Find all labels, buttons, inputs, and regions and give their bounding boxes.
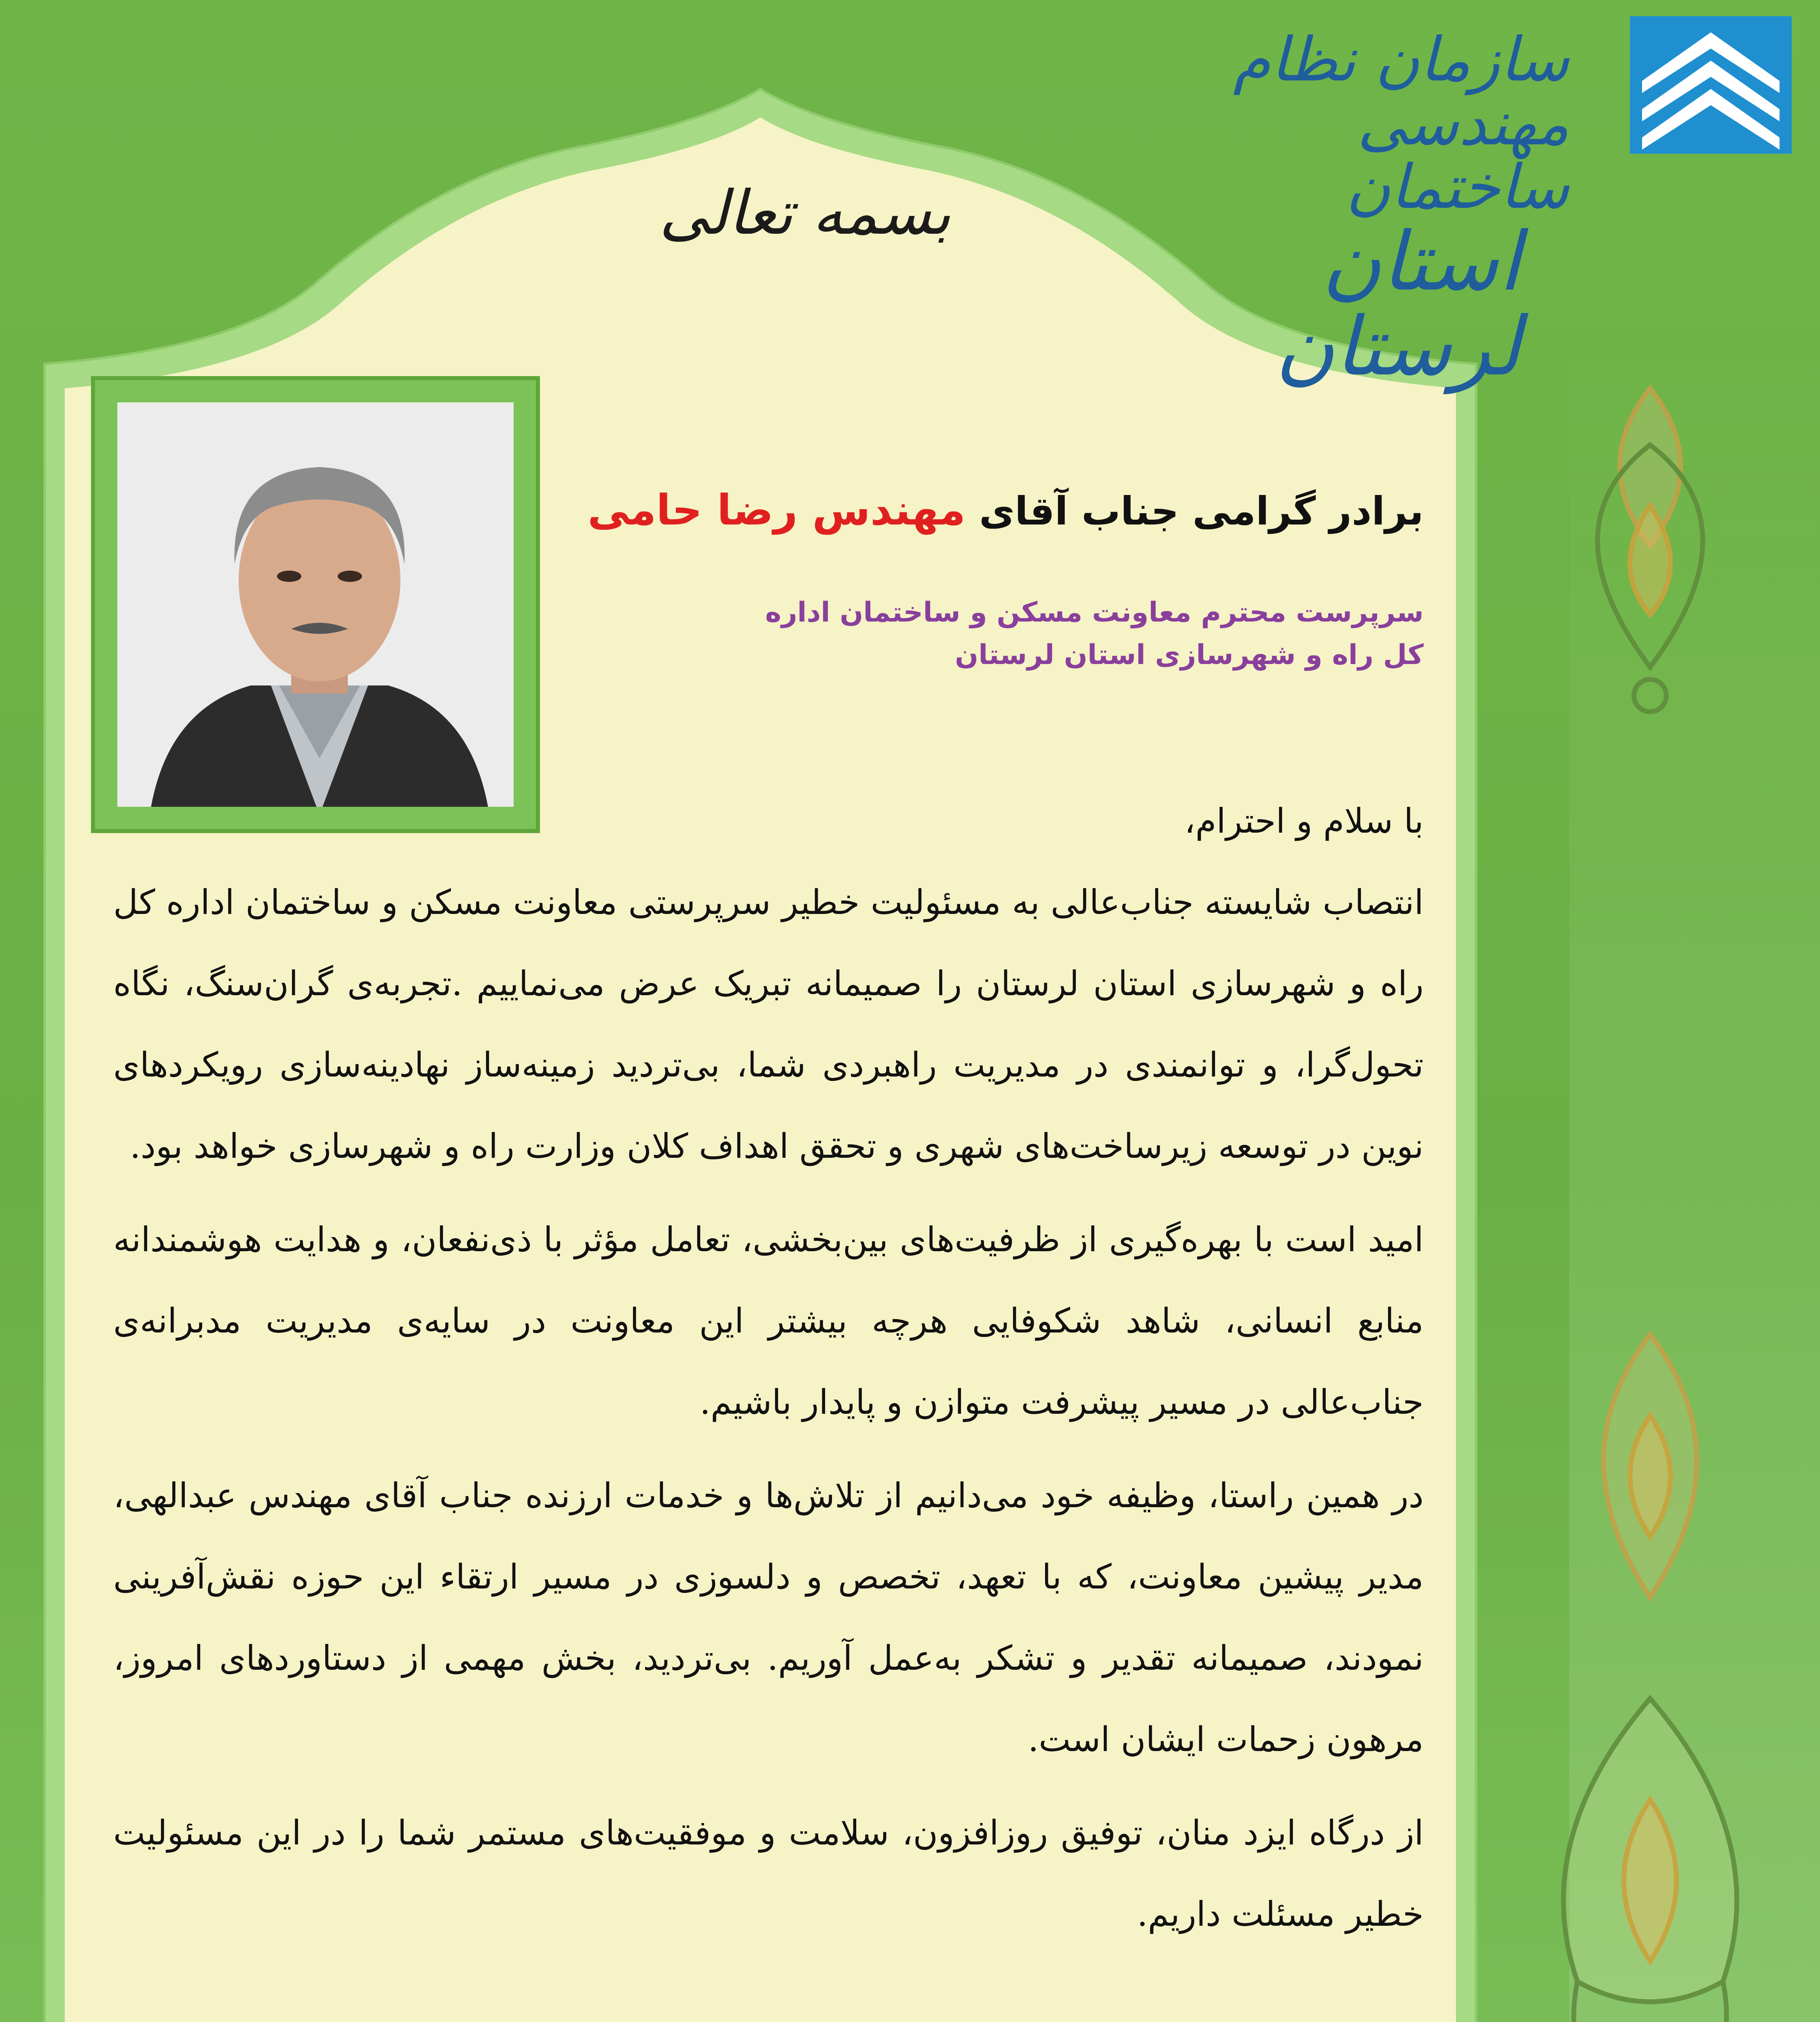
logo-text [1165,25,1569,394]
paragraph-3: در همین راستا، وظیفه خود می‌دانیم از تلاش‌ها و خدمات ارزنده جناب آقای مهندس عبدالهی، مدیر پیشین معاونت، که با تعهد، تخصص و دلسوزی در مسیر ارتقاء این حوزه نقش‌آفرینی نمودند، صمیمانه تقدیر و تشکر به‌عمل آوریم. بی‌تردید، بخش مهمی از دستاوردهای امروز، مرهون زحمات ایشان است. [113,1476,1424,1759]
role-line-2: کل راه و شهرسازی استان لرستان [955,639,1424,671]
paragraph-2: امید است با بهره‌گیری از ظرفیت‌های بین‌بخشی، تعامل مؤثر با ذی‌نفعان، و هدایت هوشمندانه منابع انسانی، شاهد شکوفایی هرچه بیشتر این معاونت در سایه‌ی مدیریت مدبرانه‌ی جناب‌عالی در مسیر پیشرفت متوازن و پایدار باشیم. [113,1220,1424,1422]
salutation: با سلام و احترام، [1184,801,1424,841]
letter-body [113,780,1424,1967]
greeting-line [558,485,1424,535]
paragraph-1: انتصاب شایسته جناب‌عالی به مسئولیت خطیر سرپرستی معاونت مسکن و ساختمان اداره کل راه و شهرسازی استان لرستان را صمیمانه تبریک عرض می‌نماییم .تجربه‌ی گران‌سنگ، نگاه تحول‌گرا، و توانمندی در مدیریت راهبردی شما، بی‌تردید زمینه‌ساز نهادینه‌سازی رویکردهای نوین در توسعه زیرساخت‌های شهری و تحقق اهداف کلان وزارت راه و شهرسازی خواهد بود. [113,882,1424,1166]
organization-logo [1181,12,1796,394]
logo-line-1: سازمان نظام مهندسی ساختمان [1233,25,1569,222]
portrait-frame [91,376,540,833]
portrait-photo [117,402,514,807]
bismillah-calligraphy: بسمه تعالی [659,178,951,248]
person-icon [117,402,514,807]
logo-emblem-icon [1626,12,1796,158]
recipient-role [558,591,1424,677]
recipient-name: مهندس رضا حامی [587,485,966,535]
greeting-header [558,485,1424,677]
logo-line-2: استان لرستان [1275,214,1521,394]
greeting-prefix: برادر گرامی جناب آقای [965,489,1424,534]
paragraph-4: از درگاه ایزد منان، توفیق روزافزون، سلامت و موفقیت‌های مستمر شما را در این مسئولیت خطیر مسئلت داریم. [113,1813,1424,1934]
role-line-1: سرپرست محترم معاونت مسکن و ساختمان اداره [765,596,1424,628]
